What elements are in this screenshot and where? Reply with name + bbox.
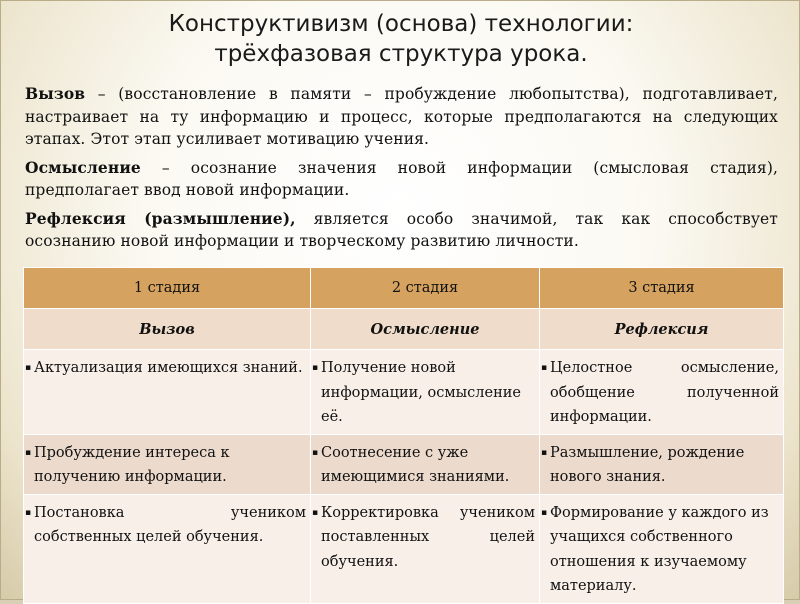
square-bullet-icon: ▪ xyxy=(25,507,32,518)
term-challenge: Вызов xyxy=(25,84,86,103)
stage-name-reflection: Рефлексия xyxy=(540,309,784,350)
square-bullet-icon: ▪ xyxy=(312,447,319,458)
body-text xyxy=(25,83,778,259)
table-row xyxy=(24,494,784,603)
stage-name-comprehension: Осмысление xyxy=(311,309,540,350)
table-row xyxy=(24,434,784,494)
cell-text: Целостное осмысление, обобщение полученной информации. xyxy=(550,360,779,425)
square-bullet-icon: ▪ xyxy=(312,363,319,373)
square-bullet-icon: ▪ xyxy=(541,447,548,458)
stage-name-challenge: Вызов xyxy=(24,309,311,350)
header-stage-2: 2 стадия xyxy=(311,268,540,309)
paragraph-reflection-text: является особо значимой, так как способствует осознанию новой информации и творческому развитию личности. xyxy=(25,209,778,250)
stage-names-row xyxy=(24,309,784,350)
table-cell xyxy=(540,350,784,435)
cell-text: Формирование у каждого из учащихся собственного отношения к изучаемому материалу. xyxy=(550,504,769,594)
paragraph-comprehension xyxy=(25,157,778,202)
square-bullet-icon: ▪ xyxy=(25,363,32,373)
table-cell xyxy=(540,434,784,494)
table-row xyxy=(24,350,784,435)
table-cell xyxy=(24,494,311,603)
term-comprehension: Осмысление xyxy=(25,157,141,177)
cell-text: Соотнесение с уже имеющимися знаниями. xyxy=(321,444,510,485)
slide-title xyxy=(1,9,800,69)
cell-text: Актуализация имеющихся знаний. xyxy=(34,360,303,376)
header-stage-1: 1 стадия xyxy=(24,268,311,309)
table-cell xyxy=(311,350,540,435)
paragraph-reflection xyxy=(25,208,778,253)
paragraph-challenge-text: – (восстановление в памяти – пробуждение любопытства), подготавливает, настраивает на ту информацию и процесс, которые предполагаются на следующих этапах. Этот этап усиливает мотивацию учения. xyxy=(25,85,778,148)
paragraph-comprehension-text: – осознание значения новой информации (смысловая стадия), предполагает ввод новой информации. xyxy=(25,158,778,199)
table-cell xyxy=(540,494,784,603)
table-cell xyxy=(24,434,311,494)
cell-text: Корректировка учеником поставленных целей обучения. xyxy=(321,504,535,570)
stages-table xyxy=(23,267,784,604)
title-line-1: Конструктивизм (основа) технологии: xyxy=(168,11,634,37)
cell-text: Размышление, рождение нового знания. xyxy=(550,444,745,485)
square-bullet-icon: ▪ xyxy=(541,363,548,373)
cell-text: Постановка учеником собственных целей обучения. xyxy=(34,504,306,545)
paragraph-challenge xyxy=(25,83,778,151)
square-bullet-icon: ▪ xyxy=(541,507,548,518)
table-header-row xyxy=(24,268,784,309)
term-reflection: Рефлексия (размышление), xyxy=(25,208,296,228)
title-line-2: трёхфазовая структура урока. xyxy=(214,41,588,67)
square-bullet-icon: ▪ xyxy=(25,447,32,458)
header-stage-3: 3 стадия xyxy=(540,268,784,309)
table-cell xyxy=(311,494,540,603)
table-cell xyxy=(311,434,540,494)
square-bullet-icon: ▪ xyxy=(312,507,319,518)
table-cell xyxy=(24,350,311,435)
cell-text: Получение новой информации, осмысление её. xyxy=(321,360,521,425)
cell-text: Пробуждение интереса к получению информации. xyxy=(34,444,230,485)
